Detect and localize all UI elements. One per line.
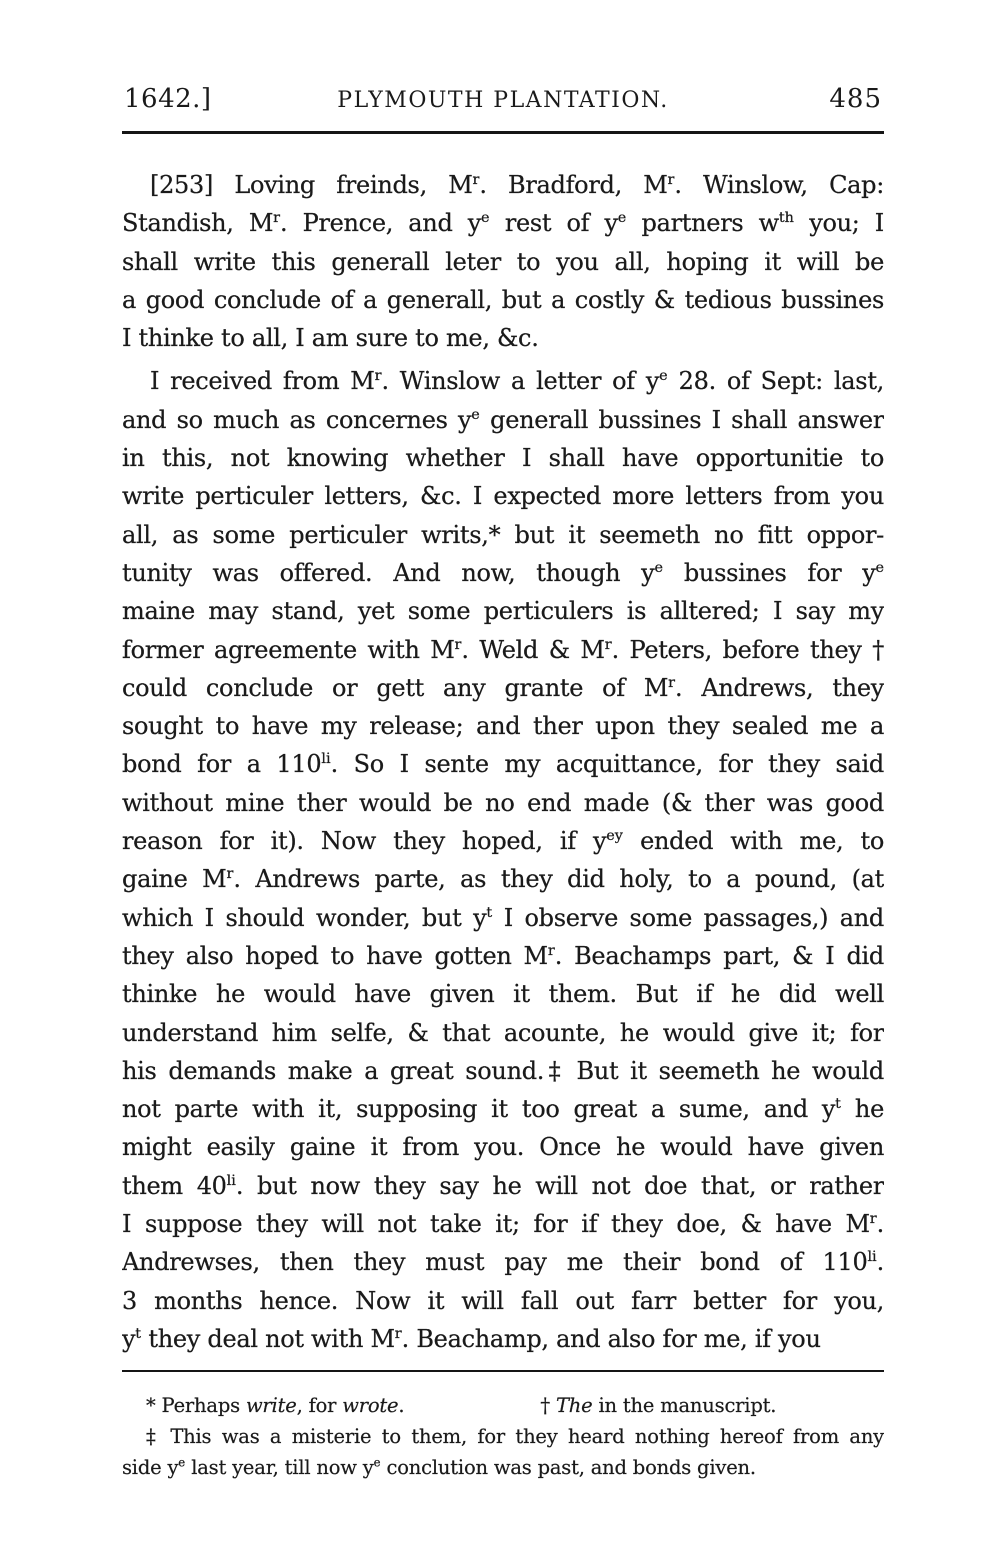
text-line: Andrewses, then they must pay me their bond of $110^{li}$. xyxy=(122,1248,884,1277)
footnote-dagger xyxy=(540,1390,776,1421)
text-line: in this, not knowing whether I shall have opportunitie to xyxy=(122,444,884,473)
text-line: they also hoped to have gotten $M^r$. Beachamps part, & I did xyxy=(122,941,884,970)
footnote-row xyxy=(122,1390,884,1421)
text-line: reason for it). Now they hoped, if $y^{ey}$ ended with me, to xyxy=(122,827,884,856)
text-line: thinke he would have given it them. But if he did well xyxy=(122,980,884,1009)
letter-body xyxy=(122,166,884,1358)
text-line: and so much as concernes $y^e$ generall bussines I shall answer xyxy=(122,405,884,434)
text-line: side $y^e$ last year, till now $y^e$ conclution was past, and bonds given. xyxy=(122,1455,756,1479)
header-rule xyxy=(122,131,884,134)
footnote-text: , for xyxy=(296,1394,343,1417)
text-line: Standish, $M^r$. Prence, and $y^e$ rest of $y^e$ partners $w^{th}$ you; I xyxy=(122,209,884,238)
paragraph-salutation xyxy=(122,166,884,357)
text-line: I thinke to all, I am sure to me, &c. xyxy=(122,324,539,353)
footnote-double-dagger xyxy=(122,1421,884,1483)
text-line: bond for a $110^{li}$. So I sente my acquittance, for they said xyxy=(122,750,884,779)
text-line: former agreemente with $M^r$. Weld & $M^r$. Peters, before they † xyxy=(122,635,884,664)
footnotes xyxy=(122,1390,884,1483)
text-line: I suppose they will not take it; for if they doe, & have $M^r$. xyxy=(122,1210,884,1239)
text-line: without mine ther would be no end made (& ther was good xyxy=(122,788,884,817)
text-line: not parte with it, supposing it too great a sume, and $y^t$ he xyxy=(122,1095,884,1124)
text-line: understand him selfe, & that acounte, he would give it; for xyxy=(122,1018,884,1047)
text-line: tunity was offered. And now, though $y^e$ bussines for $y^e$ xyxy=(122,558,884,587)
text-line: all, as some perticuler writs,* but it seemeth no fitt oppor- xyxy=(122,520,884,549)
text-line: [253] Loving freinds, $M^r$. Bradford, $M^r$. Winslow, Cap: xyxy=(150,171,884,199)
text-line: might easily gaine it from you. Once he would have given xyxy=(122,1133,884,1162)
text-line: write perticuler letters, &c. I expected more letters from you xyxy=(122,482,884,511)
text-line: his demands make a great sound.‡ But it seemeth he would xyxy=(122,1056,884,1085)
text-line: $y^t$ they deal not with $M^r$. Beachamp, and also for me, if you xyxy=(122,1324,821,1353)
page-header xyxy=(122,84,884,116)
footnote-rule xyxy=(122,1370,884,1372)
footnote-italic: The xyxy=(555,1394,593,1417)
footnote-text: * Perhaps xyxy=(146,1394,246,1417)
text-line: maine may stand, yet some perticulers is alltered; I say my xyxy=(122,597,884,626)
footnote-star xyxy=(146,1390,404,1421)
footnote-text: † xyxy=(540,1394,556,1417)
text-line: 3 months hence. Now it will fall out farr better for you, xyxy=(122,1286,884,1315)
footnote-italic: wrote xyxy=(342,1394,399,1417)
text-line: a good conclude of a generall, but a costly & tedious bussines xyxy=(122,285,884,314)
text-line: gaine $M^r$. Andrews parte, as they did holy, to a pound, (at xyxy=(122,865,884,894)
paragraph-main xyxy=(122,362,884,1358)
footnote-text: in the manuscript. xyxy=(592,1394,777,1417)
year-label: 1642.] xyxy=(124,84,212,114)
text-line: sought to have my release; and ther upon they sealed me a xyxy=(122,712,884,741)
text-line: could conclude or gett any grante of $M^r$. Andrews, they xyxy=(122,673,884,702)
text-line: I received from $M^r$. Winslow a letter of $y^e$ 28. of Sept: last, xyxy=(150,367,884,396)
running-title: PLYMOUTH PLANTATION. xyxy=(337,88,669,113)
text-line: which I should wonder, but $y^t$ I observe some passages,) and xyxy=(122,903,884,932)
footnote-italic: write xyxy=(245,1394,297,1417)
page-number: 485 xyxy=(829,84,882,114)
text-line: them $40^{li}$. but now they say he will not doe that, or rather xyxy=(122,1171,884,1200)
text-line: shall write this generall leter to you all, hoping it will be xyxy=(122,247,884,276)
text-line: ‡ This was a misterie to them, for they heard nothing hereof from any xyxy=(146,1425,884,1448)
footnote-text: . xyxy=(398,1394,405,1417)
